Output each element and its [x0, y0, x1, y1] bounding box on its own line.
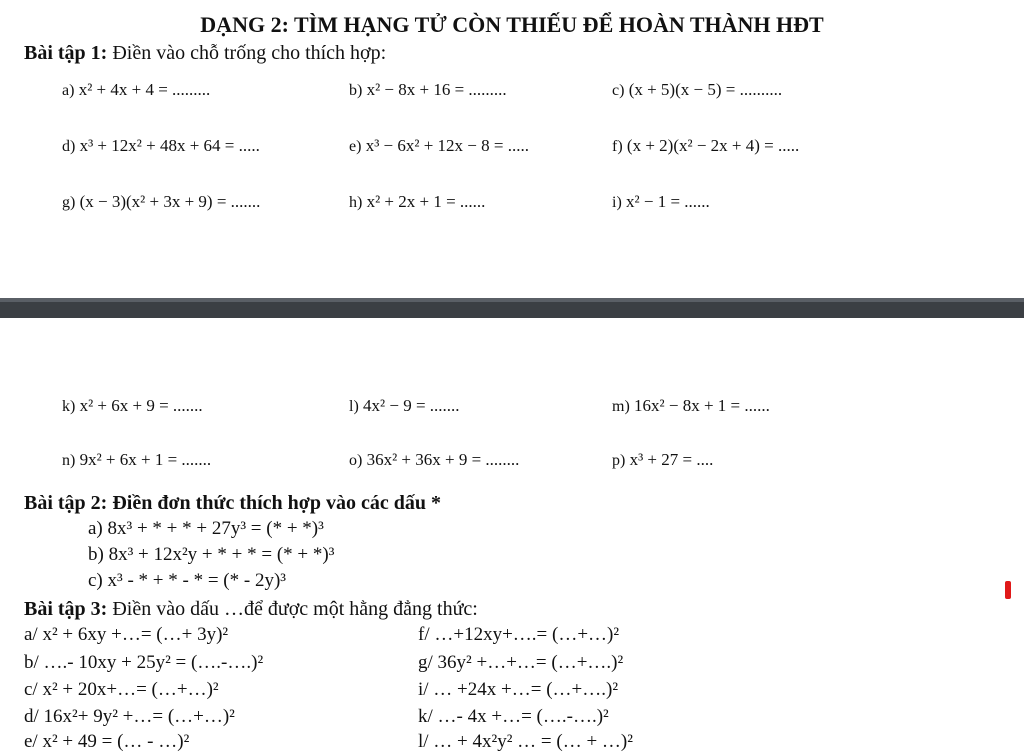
item-label: m)	[612, 398, 630, 415]
worksheet-title: DẠNG 2: TÌM HẠNG TỬ CÒN THIẾU ĐỂ HOÀN THÀNH HĐT	[200, 12, 824, 37]
ex3-item-e-clipped: e/ x² + 49 = (… - …)²	[24, 731, 190, 752]
ex1-item-p	[612, 450, 713, 470]
item-label: g)	[62, 194, 76, 211]
ex2-item-a	[88, 518, 324, 540]
ex1-item-k	[62, 396, 203, 416]
ex1-item-f	[612, 136, 799, 156]
ex1-item-n	[62, 450, 211, 470]
item-expression: 8x³ + * + * + 27y³ = (* + *)³	[107, 518, 324, 539]
item-expression: x³ + 27 = ....	[629, 450, 714, 469]
ex3-item-k: k/ …- 4x +…= (….-….)²	[418, 706, 609, 727]
ex1-heading-text: Điền vào chỗ trống cho thích hợp:	[107, 42, 387, 64]
item-label: h)	[349, 194, 363, 211]
item-label: i)	[612, 194, 622, 211]
ex3-item-g: g/ 36y² +…+…= (…+….)²	[418, 652, 624, 673]
item-expression: x² − 1 = ......	[626, 192, 710, 211]
item-label: e)	[349, 138, 362, 155]
item-label: c)	[612, 82, 625, 99]
ex3-item-b: b/ ….- 10xy + 25y² = (….-….)²	[24, 652, 264, 673]
ex3-item-l-clipped: l/ … + 4x²y² … = (… + …)²	[418, 731, 633, 752]
ex2-item-c	[88, 570, 286, 592]
item-expression: (x + 5)(x − 5) = ..........	[628, 80, 783, 99]
item-label: b)	[88, 544, 104, 565]
item-label: a)	[88, 518, 103, 539]
ex1-item-o	[349, 450, 519, 470]
item-expression: x³ − 6x² + 12x − 8 = .....	[365, 136, 529, 155]
item-label: d)	[62, 138, 76, 155]
ex3-item-f: f/ …+12xy+….= (…+…)²	[418, 624, 620, 645]
ex3-heading-text: Điền vào dấu …để được một hằng đẳng thức:	[107, 598, 478, 620]
item-expression: 9x² + 6x + 1 = .......	[79, 450, 212, 469]
red-cursor-mark	[1005, 581, 1011, 599]
ex1-item-e	[349, 136, 529, 156]
ex2-heading: Bài tập 2: Điền đơn thức thích hợp vào các dấu *	[24, 492, 441, 514]
ex3-item-i: i/ … +24x +…= (…+….)²	[418, 679, 619, 700]
item-label: f)	[612, 138, 623, 155]
item-expression: 8x³ + 12x²y + * + * = (* + *)³	[108, 544, 335, 565]
item-label: k)	[62, 398, 76, 415]
ex1-heading-label: Bài tập 1:	[24, 42, 108, 64]
item-label: l)	[349, 398, 359, 415]
ex1-item-b	[349, 80, 507, 100]
item-label: n)	[62, 452, 76, 469]
item-expression: x³ + 12x² + 48x + 64 = .....	[79, 136, 260, 155]
item-expression: x² − 8x + 16 = .........	[366, 80, 507, 99]
item-label: c)	[88, 570, 103, 591]
item-label: o)	[349, 452, 363, 469]
ex3-item-c: c/ x² + 20x+…= (…+…)²	[24, 679, 219, 700]
ex1-item-l	[349, 396, 460, 416]
item-label: b)	[349, 82, 363, 99]
item-label: p)	[612, 452, 626, 469]
item-expression: (x − 3)(x² + 3x + 9) = .......	[79, 192, 261, 211]
item-expression: x² + 2x + 1 = ......	[366, 192, 486, 211]
ex3-heading	[24, 598, 478, 621]
item-expression: x² + 6x + 9 = .......	[79, 396, 203, 415]
page-divider	[0, 298, 1024, 318]
item-expression: (x + 2)(x² − 2x + 4) = .....	[626, 136, 800, 155]
ex1-heading	[24, 42, 386, 65]
ex1-item-d	[62, 136, 260, 156]
ex1-item-c	[612, 80, 782, 100]
item-expression: x² + 4x + 4 = .........	[78, 80, 211, 99]
item-expression: 4x² − 9 = .......	[363, 396, 460, 415]
ex1-item-g	[62, 192, 260, 212]
item-expression: x³ - * + * - * = (* - 2y)³	[107, 570, 286, 591]
ex1-item-m	[612, 396, 770, 416]
ex1-item-i	[612, 192, 710, 212]
ex3-item-a: a/ x² + 6xy +…= (…+ 3y)²	[24, 624, 229, 645]
ex1-item-a	[62, 80, 210, 100]
ex3-item-d: d/ 16x²+ 9y² +…= (…+…)²	[24, 706, 235, 727]
ex1-item-h	[349, 192, 485, 212]
item-label: a)	[62, 82, 75, 99]
item-expression: 36x² + 36x + 9 = ........	[366, 450, 520, 469]
ex3-heading-label: Bài tập 3:	[24, 598, 108, 620]
ex2-item-b	[88, 544, 334, 566]
item-expression: 16x² − 8x + 1 = ......	[634, 396, 770, 415]
